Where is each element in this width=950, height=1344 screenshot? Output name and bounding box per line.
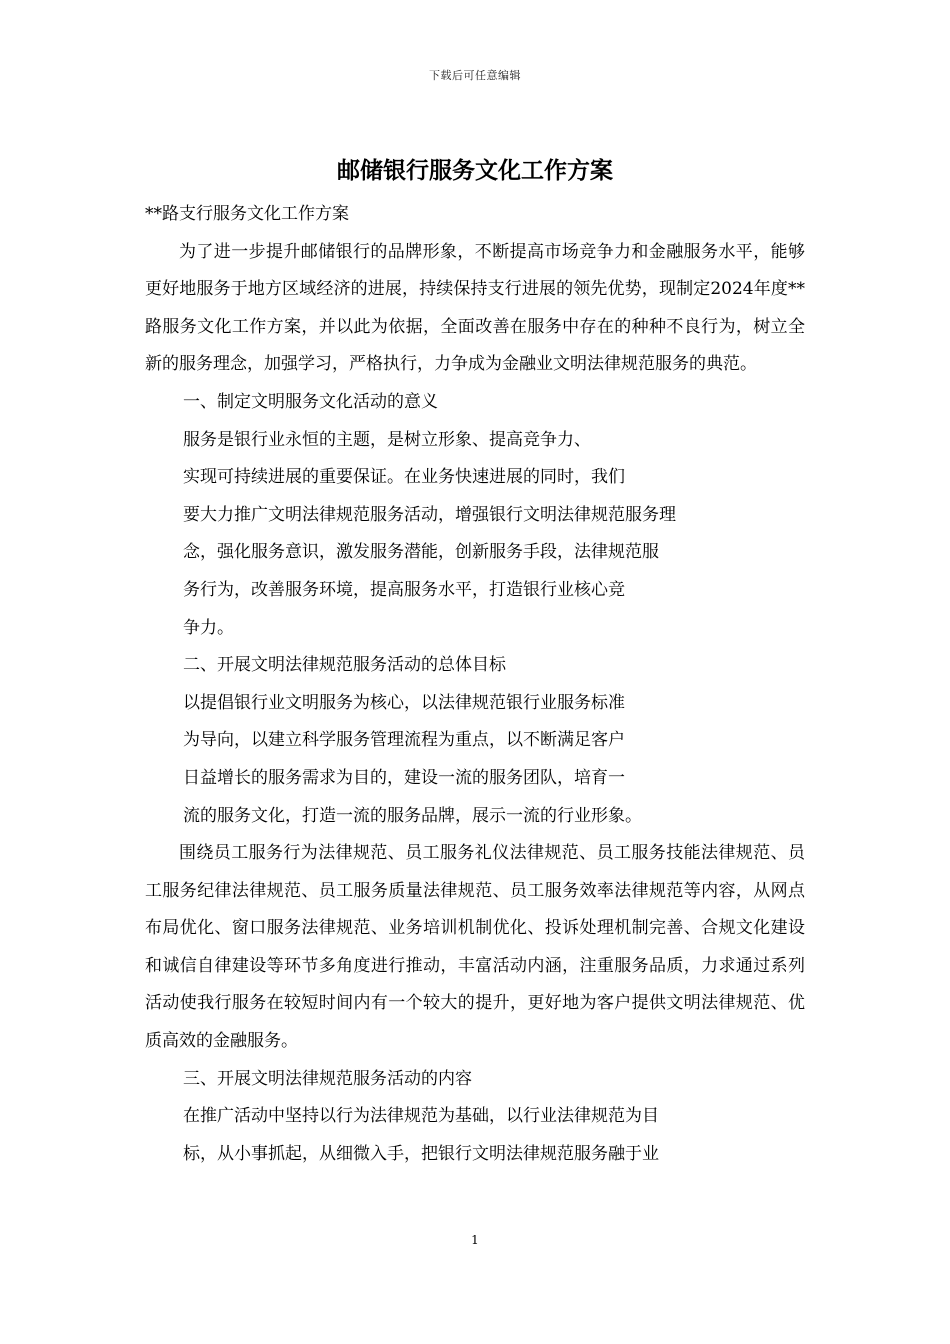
intro-paragraph: 为了进一步提升邮储银行的品牌形象，不断提高市场竞争力和金融服务水平，能够更好地服务于地方区域经济的进展，持续保持支行进展的领先优势，现制定2024年度**路服务文化工作方案，并以此为依据，全面改善在服务中存在的种种不良行为，树立全新的服务理念，加强学习，严格执行，力争成为金融业文明法律规范服务的典范。 [145,241,805,375]
document-title: 邮储银行服务文化工作方案 [337,157,613,184]
section1-line: 服务是银行业永恒的主题，是树立形象、提高竞争力、 [183,429,591,450]
section2-paragraph: 围绕员工服务行为法律规范、员工服务礼仪法律规范、员工服务技能法律规范、员工服务纪律法律规范、员工服务质量法律规范、员工服务效率法律规范等内容，从网点布局优化、窗口服务法律规范、业务培训机制优化、投诉处理机制完善、合规文化建设和诚信自律建设等环节多角度进行推动，丰富活动内涵，注重服务品质，力求通过系列活动使我行服务在较短时间内有一个较大的提升，更好地为客户提供文明法律规范、优质高效的金融服务。 [145,843,805,1052]
section1-line: 念，强化服务意识，激发服务潜能，创新服务手段，法律规范服 [183,542,659,563]
section-heading-1: 一、制定文明服务文化活动的意义 [183,391,438,412]
section1-line: 实现可持续进展的重要保证。在业务快速进展的同时，我们 [183,467,625,488]
page-number: 1 [471,1233,479,1247]
section2-line: 以提倡银行业文明服务为核心，以法律规范银行业服务标准 [183,692,625,713]
section1-line: 争力。 [183,617,234,638]
document-subtitle: **路支行服务文化工作方案 [145,204,349,224]
document-body [145,196,805,1173]
section2-line: 流的服务文化，打造一流的服务品牌，展示一流的行业形象。 [183,805,642,826]
section2-line: 为导向，以建立科学服务管理流程为重点，以不断满足客户 [183,730,625,751]
section-heading-3: 三、开展文明法律规范服务活动的内容 [183,1068,472,1089]
section1-line: 务行为，改善服务环境，提高服务水平，打造银行业核心竞 [183,579,625,600]
section1-line: 要大力推广文明法律规范服务活动，增强银行文明法律规范服务理 [183,504,676,525]
header-note: 下载后可任意编辑 [429,69,521,82]
section-heading-2: 二、开展文明法律规范服务活动的总体目标 [183,655,506,676]
section3-line: 标，从小事抓起，从细微入手，把银行文明法律规范服务融于业 [183,1143,659,1164]
section2-line: 日益增长的服务需求为目的，建设一流的服务团队，培育一 [183,767,625,788]
section3-line: 在推广活动中坚持以行为法律规范为基础，以行业法律规范为目 [183,1106,659,1127]
